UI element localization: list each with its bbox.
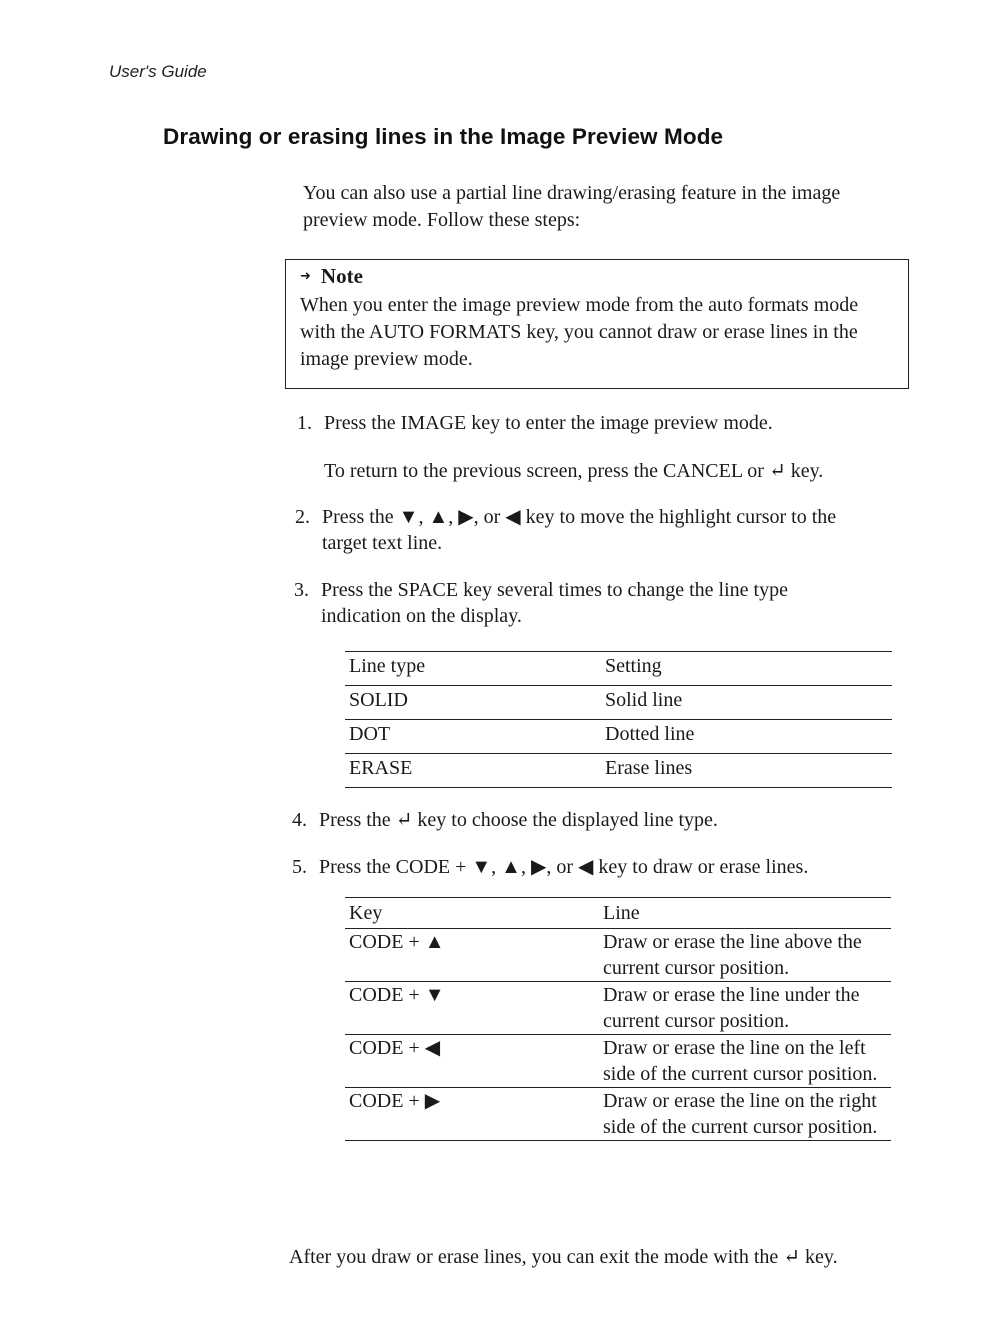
step-text: Press the IMAGE key to enter the image preview mode. <box>324 412 773 434</box>
table-header-cell: Key <box>345 898 599 929</box>
step-number: 1. <box>297 412 312 434</box>
table-row <box>345 1088 891 1141</box>
step-text: Press the CODE + ▼, ▲, ▶, or ◀ key to draw or erase lines. <box>319 856 809 878</box>
table-row <box>345 686 892 720</box>
table-cell: DOT <box>345 720 601 754</box>
running-header: User's Guide <box>109 62 207 81</box>
table-header-cell: Line type <box>345 652 601 686</box>
table-header-cell: Setting <box>601 652 892 686</box>
table-cell: CODE + ▲ <box>345 929 599 982</box>
table-header-cell: Line <box>599 898 891 929</box>
closing-paragraph: After you draw or erase lines, you can exit the mode with the ↵ key. <box>289 1246 838 1268</box>
step-number: 4. <box>292 809 307 831</box>
table-cell: Draw or erase the line on the right side of the current cursor position. <box>599 1088 891 1141</box>
table-row <box>345 754 892 788</box>
table-cell: Draw or erase the line above the current cursor position. <box>599 929 891 982</box>
step-text: Press the ↵ key to choose the displayed line type. <box>319 809 718 831</box>
table-row <box>345 982 891 1035</box>
table-header-row <box>345 652 892 686</box>
table-cell: Erase lines <box>601 754 892 788</box>
table-cell: Dotted line <box>601 720 892 754</box>
intro-paragraph: You can also use a partial line drawing/erasing feature in the image preview mode. Follow these steps: <box>303 182 841 231</box>
section-heading: Drawing or erasing lines in the Image Preview Mode <box>163 124 724 149</box>
table-cell: ERASE <box>345 754 601 788</box>
step-number: 2. <box>295 506 310 528</box>
table-header-row <box>345 898 891 929</box>
table-row <box>345 1035 891 1088</box>
step-1-subtext: To return to the previous screen, press the CANCEL or ↵ key. <box>324 460 824 482</box>
step-number: 5. <box>292 856 307 878</box>
table-row <box>345 929 891 982</box>
step-text: Press the SPACE key several times to change the line type indication on the display. <box>321 579 788 627</box>
table-cell: CODE + ◀ <box>345 1035 599 1088</box>
table-cell: SOLID <box>345 686 601 720</box>
code-key-table <box>345 897 891 1141</box>
step-text: Press the ▼, ▲, ▶, or ◀ key to move the highlight cursor to the target text line. <box>322 506 837 554</box>
line-type-table <box>345 651 892 788</box>
table-cell: CODE + ▼ <box>345 982 599 1035</box>
table-cell: CODE + ▶ <box>345 1088 599 1141</box>
table-cell: Draw or erase the line on the left side of the current cursor position. <box>599 1035 891 1088</box>
note-arrow-icon: ➜ <box>300 269 311 284</box>
table-cell: Draw or erase the line under the current cursor position. <box>599 982 891 1035</box>
note-title: ➜ Note <box>300 264 363 288</box>
note-text: When you enter the image preview mode from the auto formats mode with the AUTO FORMATS key, you cannot draw or erase lines in the image preview mode. <box>300 294 859 370</box>
table-row <box>345 720 892 754</box>
step-number: 3. <box>294 579 309 601</box>
table-cell: Solid line <box>601 686 892 720</box>
